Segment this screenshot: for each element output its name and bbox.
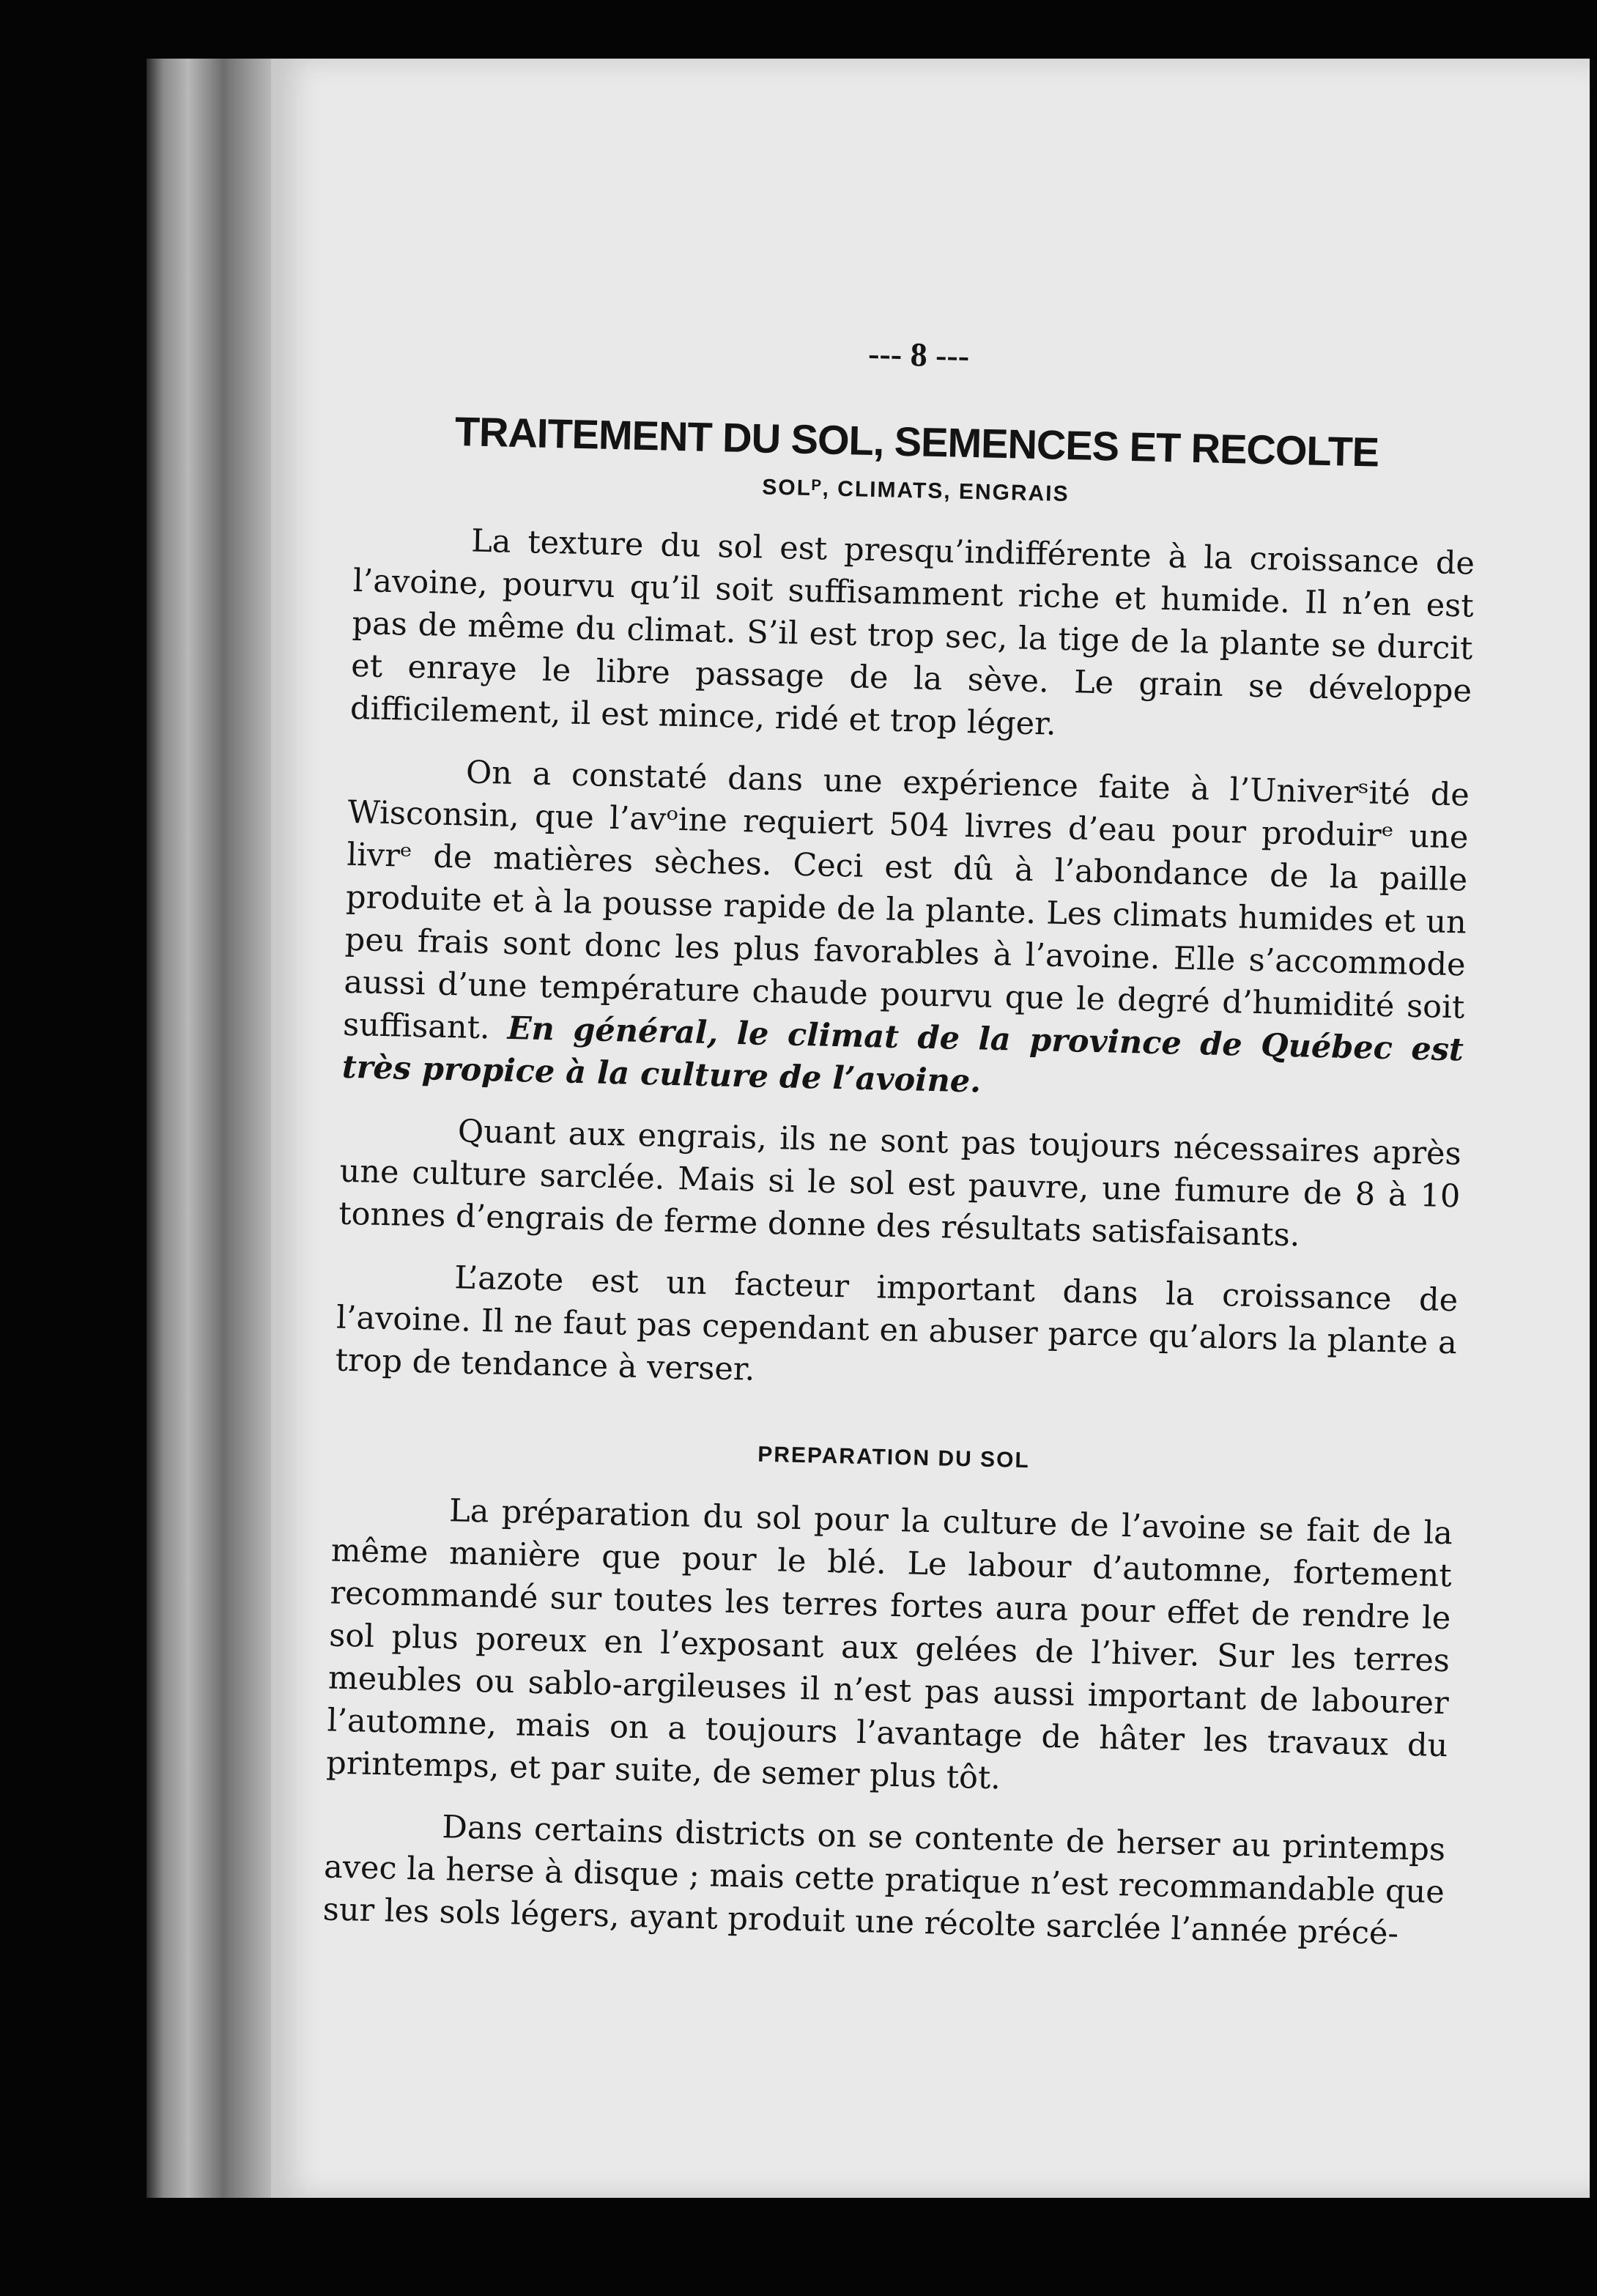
page-title: TRAITEMENT DU SOL, SEMENCES ET RECOLTE bbox=[454, 408, 1379, 475]
section-heading-preparation: PREPARATION DU SOL bbox=[757, 1442, 1031, 1473]
page-text-block bbox=[322, 322, 1480, 1975]
section-subtitle: SOLᴾ, CLIMATS, ENGRAIS bbox=[761, 475, 1070, 507]
paragraph-climate-text: On a constaté dans une expérience faite à l’Univerˢité de Wisconsin, que l’avᵒine requiert 504 livres d’eau pour produirᵉ une livrᵉ de matières sèches. Ceci est dû à l’abondance de la paille produite et à la pousse rapide de la plante. Les climats humides et un peu frais sont donc les plus favorables à l’avoine. Elle s’accommode aussi d’une température chaude pourvu que le degré d’humidité soit suffisant. bbox=[342, 754, 1470, 1047]
paragraph-fertilizer: Quant aux engrais, ils ne sont pas toujours nécessaires après une culture sarclée. Mais si le sol est pauvre, une fumure de 8 à 10 tonnes d’engrais de ferme donne des résultats satisfaisants. bbox=[338, 1113, 1462, 1254]
page-number: --- 8 --- bbox=[867, 334, 970, 374]
paragraph-texture: La texture du sol est presqu’indifférente à la croissance de l’avoine, pourvu qu’il soit suffisamment riche et humide. Il n’en est pas de même du climat. S’il est trop sec, la tige de la plante se durcit et enraye le libre passage de la sève. Le grain se développe difficilement, il est mince, ridé et trop léger. bbox=[349, 522, 1475, 743]
paragraph-preparation: La préparation du sol pour la culture de l’avoine se fait de la même manière que pour le blé. Le labour d’automne, fortement recommandé sur toutes les terres fortes aura pour effet de rendre le sol plus poreux en l’exposant aux gelées de l’hiver. Sur les terres meubles ou sablo-argileuses il n’est pas aussi important de labourer l’automne, mais on a toujours l’avantage de hâter les travaux du printemps, et par suite, de semer plus tôt. bbox=[325, 1492, 1453, 1797]
paragraph-districts: Dans certains districts on se contente de herser au printemps avec la herse à disque ; mais cette pratique n’est recommandable que sur les sols légers, ayant produit une récolte sarclée l’année précé- bbox=[322, 1809, 1446, 1952]
book-page bbox=[271, 59, 1590, 2198]
italic-sentence: En général, le climat de la province de Québec est très propice à la culture de l’avoine. bbox=[341, 1010, 1464, 1100]
book-spine bbox=[147, 59, 286, 2198]
paragraph-climate bbox=[341, 749, 1470, 1114]
paragraph-nitrogen: L’azote est un facteur important dans la croissance de l’avoine. Il ne faut pas cependant en abuser parce qu’alors la plante a trop de tendance à verser. bbox=[335, 1259, 1459, 1388]
